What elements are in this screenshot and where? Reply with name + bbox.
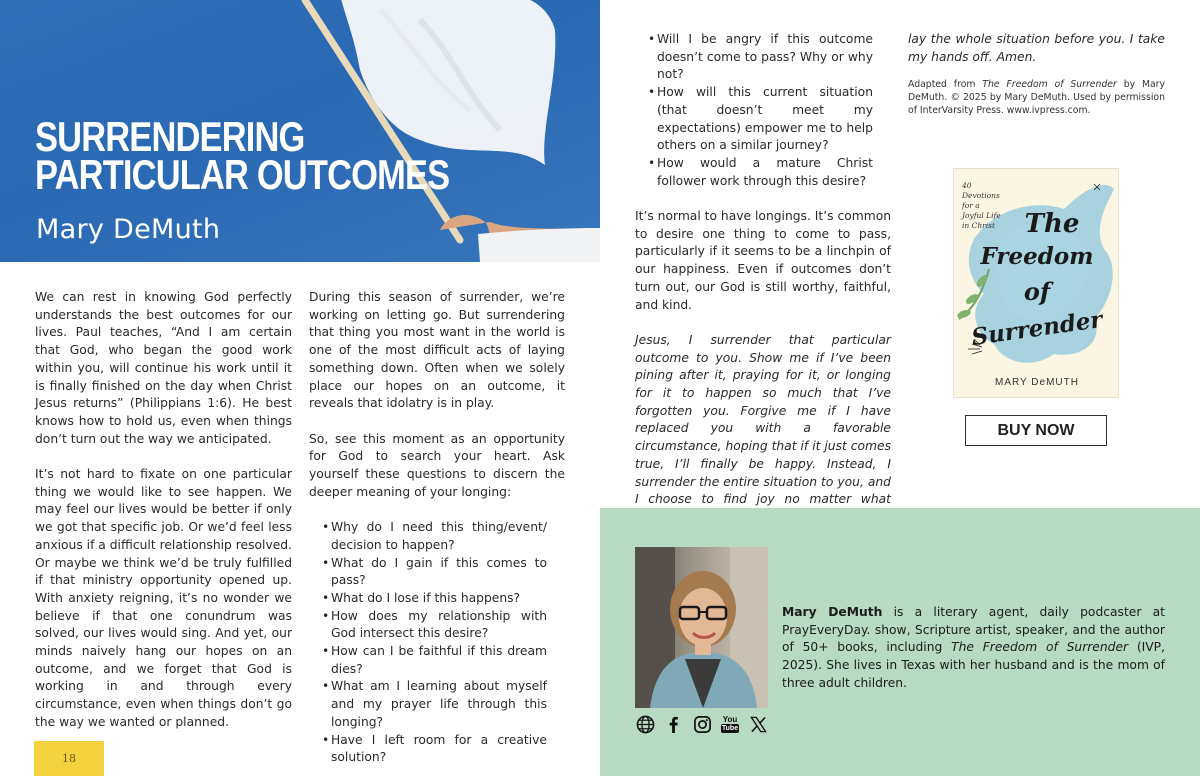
column-2 [309, 289, 565, 767]
instagram-icon[interactable] [691, 713, 713, 735]
book-title-line: Freedom [980, 243, 1094, 270]
credit-book-title: The Freedom of Surrender [982, 79, 1117, 91]
bio-name: Mary DeMuth [782, 605, 883, 619]
bio-book-title: The Freedom of Surrender [951, 640, 1129, 655]
column-1 [35, 289, 292, 732]
paragraph: It’s normal to have longings. It’s common to desire one thing to come to pass, particularly if it seems to be a linchpin of our happiness. Even if outcomes don’t turn out, our God is still worthy, faithful, and kind. [635, 209, 892, 312]
book-author: MARY DeMUTH [995, 377, 1079, 388]
book-title-line: of [1023, 277, 1051, 306]
author-photo [635, 547, 768, 708]
list-item: • Have I left room for a creative solution? [309, 732, 547, 767]
list-item: • How can I be faithful if this dream dies? [309, 643, 547, 678]
title-line-1: SURRENDERING [35, 113, 305, 160]
list-item: • What do I gain if this comes to pass? [309, 555, 547, 590]
subtitle-line: in Christ [962, 221, 996, 230]
list-item: • What am I learning about myself and my prayer life through this longing? [309, 678, 547, 731]
credit-line [908, 78, 1165, 117]
list-item: • What do I lose if this happens? [309, 590, 547, 608]
credit-suffix: by Mary DeMuth. © 2025 by Mary DeMuth. Used by permission of InterVarsity Press. www.ivpress.com. [908, 79, 1165, 117]
bio-text-end: (IVP, 2025). She lives in Texas with her husband and is the mom of three adult children. [782, 640, 1165, 690]
subtitle-line: Joyful Life [962, 211, 1001, 220]
subtitle-line: Devotions [962, 191, 1000, 200]
subtitle-line: 40 [962, 181, 972, 190]
list-item: • Why do I need this thing/event/ decision to happen? [309, 519, 547, 554]
book-title-line: The [1024, 209, 1080, 239]
list-item: • How would a mature Christ follower work through this desire? [635, 155, 873, 190]
paragraph: So, see this moment as an opportunity for God to search your heart. Ask yourself these questions to discern the deeper meaning of your longing: [309, 431, 565, 499]
youtube-label-top: You [722, 714, 738, 724]
raised-hand [430, 200, 600, 262]
author-bio [782, 604, 1165, 693]
page-number: 18 [34, 741, 104, 776]
article-title [35, 113, 450, 198]
x-icon[interactable] [747, 713, 769, 735]
paragraph: It’s not hard to fixate on one particular thing we would like to see happen. We may feel our lives would be better if only we got that specific job. Or we’d feel less anxious if a difficult relationship resolved. Or maybe we think we’d be truly fulfilled if that ministry opportunity opened up. With anxiety reigning, it’s no wonder we believe if that one conundrum was solved, our lives would sing. And yet, our minds naively hang our hopes on an outcome, and we forget that God is working in and through every circumstance, even when things don’t go the way we wanted or planned. [35, 467, 293, 729]
list-item: • Will I be angry if this outcome doesn’t come to pass? Why or why not? [635, 31, 873, 84]
facebook-icon[interactable] [662, 713, 684, 735]
bio-text: is a literary agent, daily podcaster at PrayEveryDay. show, Scripture artist, speaker, and the author of 50+ books, including [782, 605, 1165, 655]
subtitle-line: for a [962, 201, 980, 210]
prayer-text: Jesus, I surrender that particular outcome to you. Show me if I’ve been pining after it, praying for it, or longing for it to happen so much that I’ve forgotten you. Forgive me if I have replaced you with a favorable circumstance, hoping that if it just comes true, I’ll finally be happy. Instead, I surrender the entire situation to you, and I choose to find joy no matter what [635, 332, 891, 507]
globe-icon[interactable] [634, 713, 656, 735]
question-list [309, 519, 565, 767]
list-item: • How will this current situation (that doesn’t meet my expectations) empower me to help others on a similar journey? [635, 84, 873, 155]
book-cover[interactable] [953, 168, 1119, 398]
title-line-2: PARTICULAR OUTCOMES [35, 151, 450, 198]
paragraph: During this season of surrender, we’re working on letting go. But surrendering that thing you most want in the world is one of the most difficult acts of laying something down. Often when we solely place our hopes on an outcome, it reveals that idolatry is in play. [309, 290, 565, 411]
book-title-line: Surrender [969, 305, 1105, 352]
hero-banner [0, 0, 600, 262]
author-portrait-illustration [635, 547, 768, 708]
youtube-label-bottom: Tube [721, 724, 739, 732]
prayer-text-end: lay the whole situation before you. I take my hands off. Amen. [908, 32, 1165, 64]
column-4 [908, 31, 1165, 117]
credit-prefix: Adapted from [908, 79, 983, 91]
buy-now-button[interactable]: BUY NOW [965, 415, 1107, 446]
youtube-icon[interactable] [719, 713, 741, 735]
list-item: • How does my relationship with God intersect this desire? [309, 608, 547, 643]
article-author: Mary DeMuth [36, 214, 221, 245]
paragraph: We can rest in knowing God perfectly understands the best outcomes for our lives. Paul teaches, “And I am certain that God, who began the good work within you, will continue his work until it is finally finished on the day when Christ Jesus returns” (Philippians 1:6). He best knows how to hold us, even when things don’t turn out the way we anticipated. [35, 290, 292, 446]
column-3 [635, 31, 891, 544]
question-list-continued [635, 31, 891, 190]
